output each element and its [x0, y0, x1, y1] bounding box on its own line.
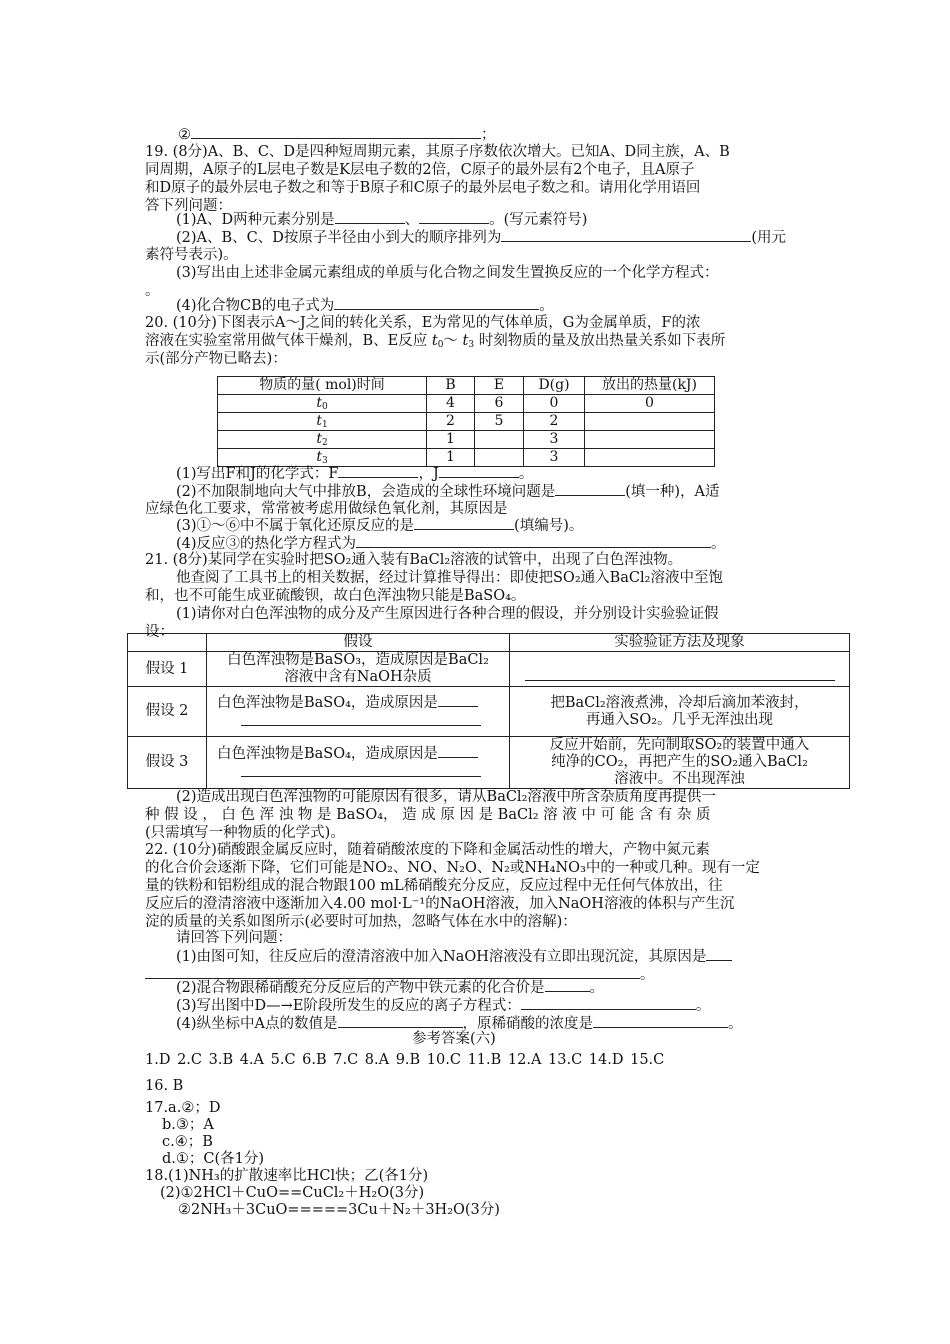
answer-blank[interactable]	[241, 763, 481, 777]
table-cell	[585, 431, 715, 449]
answer-blank[interactable]	[338, 1014, 463, 1028]
q19-line3: 和D原子的最外层电子数之和等于B原子和C原子的最外层电子数之和。请用化学用语回	[145, 180, 701, 196]
answer-18c: ②2NH₃＋3CuO=====3Cu＋N₂＋3H₂O(3分)	[178, 1202, 500, 1218]
q20-sub2: (2)不加限制地向大气中排放B，会造成的全球性环境问题是 (填一种)，A适	[176, 484, 720, 500]
q20-line2: 溶液在实验室常用做气体干燥剂，B、E反应 $t_0\sim$ $t_3$ 时刻物质的量及放出热量关系如下表所	[145, 333, 726, 350]
answer-blank[interactable]	[191, 125, 481, 139]
table-header: 物质的量( mol)时间	[218, 377, 427, 395]
table-cell-time: $t_3$	[218, 449, 427, 467]
hypothesis-text: 白色浑浊物是BaSO₃，造成原因是BaCl₂ 溶液中含有NaOH杂质	[207, 652, 510, 687]
answer-blank[interactable]	[525, 666, 835, 681]
table-cell: 2	[524, 413, 585, 431]
q19-part3-end: 。	[145, 283, 160, 299]
answer-17a: 17.a.②；D	[145, 1100, 221, 1116]
q21-line4: (1)请你对白色浑浊物的成分及产生原因进行各种合理的假设，并分别设计实验验证假	[176, 606, 719, 622]
table-cell: 3	[524, 431, 585, 449]
table-cell: 1	[427, 449, 475, 467]
hypothesis-label: 假设 2	[128, 687, 207, 737]
table-row	[218, 431, 715, 449]
q20-sub2-cont: 应绿色化工要求，常常被考虑用做绿色氧化剂，其原因是	[145, 501, 508, 517]
q21-line5: 设：	[145, 624, 174, 640]
q21-part2-line2: 种 假 设 ， 白 色 浑 浊 物 是 BaSO₄， 造 成 原 因 是 BaCl₂ 溶 液 中 可 能 含 有 杂 质	[145, 807, 711, 823]
verification-cell: 反应开始前，先向制取SO₂的装置中通入 纯净的CO₂，再把产生的SO₂通入BaCl₂ 溶液中。不出现浑浊	[510, 737, 850, 789]
table-cell	[585, 449, 715, 467]
q21-line1: 21. (8分)某同学在实验时把SO₂通入装有BaCl₂溶液的试管中，出现了白色浑浊物。	[145, 552, 683, 568]
table-cell-time: $t_2$	[218, 431, 427, 449]
answer-blank[interactable]	[145, 965, 640, 979]
q20-line3: 示(部分产物已略去)：	[145, 351, 287, 367]
q22-line4: 反应后的澄清溶液中逐渐加入4.00 mol·L⁻¹的NaOH溶液，加入NaOH溶液的体积与产生沉	[145, 896, 735, 912]
answer-blank[interactable]	[545, 978, 590, 992]
table-header: D(g)	[524, 377, 585, 395]
q22-sub1-cont: 。	[145, 965, 655, 984]
q18-tail: ② ；	[178, 127, 496, 143]
table-header: 放出的热量(kJ)	[585, 377, 715, 395]
table-cell: 0	[585, 395, 715, 413]
answer-blank[interactable]	[439, 464, 519, 478]
answer-blank[interactable]	[438, 744, 478, 758]
hypothesis-label: 假设 3	[128, 737, 207, 789]
q19-part2-cont: 素符号表示)。	[145, 247, 238, 263]
table-header-row	[218, 377, 715, 395]
table-cell	[585, 413, 715, 431]
table-cell: 3	[524, 449, 585, 467]
answer-blank[interactable]	[414, 516, 514, 530]
hypothesis-text: 白色浑浊物是BaSO₄，造成原因是	[207, 687, 510, 737]
q22-sub2: (2)混合物跟稀硝酸充分反应后的产物中铁元素的化合价是 。	[176, 980, 605, 996]
table-row	[128, 737, 850, 789]
q20-sub3: (3)①～⑥中不属于氧化还原反应的是 (填编号)。	[176, 518, 584, 534]
q22-line1: 22. (10分)硝酸跟金属反应时，随着硝酸浓度的下降和金属活动性的增大，产物中氮元素	[145, 842, 710, 858]
answer-blank[interactable]	[338, 464, 418, 478]
table-header: 实验验证方法及现象	[510, 634, 850, 652]
answer-blank[interactable]	[241, 712, 481, 726]
table-header: E	[475, 377, 524, 395]
table-row	[218, 395, 715, 413]
q19-line1: 19. (8分)A、B、C、D是四种短周期元素，其原子序数依次增大。已知A、D同主族，A、B	[145, 144, 730, 160]
q19-line4: 答下列问题：	[145, 198, 232, 214]
q22-line6: 请回答下列问题：	[176, 930, 292, 946]
answer-17b: b.③；A	[162, 1117, 214, 1133]
table-cell-time: $t_0$	[218, 395, 427, 413]
table-row	[128, 652, 850, 687]
q22-sub4: (4)纵坐标中A点的数值是 ，原稀硝酸的浓度是 。	[176, 1016, 743, 1032]
q19-part2: (2)A、B、C、D按原子半径由小到大的顺序排列为 (用元	[176, 230, 787, 246]
q22-line5: 淀的质量的关系如图所示(必要时可加热，忽略气体在水中的溶解)：	[145, 914, 577, 930]
q21-line2: 他查阅了工具书上的相关数据，经过计算推导得出：即使把SO₂通入BaCl₂溶液中至饱	[176, 570, 723, 586]
answer-blank[interactable]	[334, 296, 539, 310]
q20-sub4: (4)反应③的热化学方程式为 。	[176, 536, 726, 552]
q21-part2-line3: (只需填写一种物质的化学式)。	[145, 825, 345, 841]
answers-row1: 1.D 2.C 3.B 4.A 5.C 6.B 7.C 8.A 9.B 10.C 11.B 12.A 13.C 14.D 15.C	[145, 1052, 665, 1068]
table-cell: 1	[427, 431, 475, 449]
answer-18b: (2)①2HCl＋CuO==CuCl₂＋H₂O(3分)	[160, 1185, 425, 1201]
q19-part1: (1)A、D两种元素分别是 、 。(写元素符号)	[176, 212, 588, 228]
answer-blank[interactable]	[438, 693, 478, 707]
table-header: 假设	[207, 634, 510, 652]
answer-17d: d.①；C(各1分)	[162, 1151, 265, 1167]
verification-cell	[510, 652, 850, 687]
answer-blank[interactable]	[335, 210, 405, 224]
q21-part2: (2)造成出现白色浑浊物的可能原因有很多，请从BaCl₂溶液中所含杂质角度再提供一	[176, 789, 716, 805]
answer-blank[interactable]	[706, 947, 732, 961]
table-cell: 5	[475, 413, 524, 431]
answer-blank[interactable]	[521, 996, 696, 1010]
answer-blank[interactable]	[356, 534, 711, 548]
verification-cell: 把BaCl₂溶液煮沸，冷却后滴加苯液封， 再通入SO₂。几乎无浑浊出现	[510, 687, 850, 737]
q21-line3: 和，也不可能生成亚硫酸钡，故白色浑浊物只能是BaSO₄。	[145, 588, 526, 604]
answer-blank[interactable]	[501, 228, 751, 242]
q20-sub1: (1)写出F和J的化学式：F ，J 。	[176, 466, 534, 482]
table-cell: 2	[427, 413, 475, 431]
table-header-row	[128, 634, 850, 652]
q19-part3: (3)写出由上述非金属元素组成的单质与化合物之间发生置换反应的一个化学方程式：	[176, 265, 719, 281]
table-cell: 4	[427, 395, 475, 413]
table-cell: 6	[475, 395, 524, 413]
answers-row2: 16. B	[145, 1078, 184, 1094]
q20-table	[217, 376, 715, 467]
answers-title: 参考答案(六)	[412, 1031, 496, 1047]
q22-sub1: (1)由图可知，往反应后的澄清溶液中加入NaOH溶液没有立即出现沉淀，其原因是	[176, 947, 732, 966]
q22-line2: 的化合价会逐渐下降，它们可能是NO₂、NO、N₂O、N₂或NH₄NO₃中的一种或几种。现有一定	[145, 860, 760, 876]
table-cell: 0	[524, 395, 585, 413]
table-row	[128, 687, 850, 737]
q19-part4: (4)化合物CB的电子式为 。	[176, 298, 554, 314]
hypothesis-label: 假设 1	[128, 652, 207, 687]
answer-blank[interactable]	[593, 1014, 728, 1028]
answer-18a: 18.(1)NH₃的扩散速率比HCl快；乙(各1分)	[145, 1168, 429, 1184]
q22-line3: 量的铁粉和铝粉组成的混合物跟100 mL稀硝酸充分反应，反应过程中无任何气体放出，往	[145, 878, 723, 894]
table-row	[218, 413, 715, 431]
q20-line1: 20. (10分)下图表示A～J之间的转化关系，E为常见的气体单质，G为金属单质，F的浓	[145, 315, 701, 331]
q19-line2: 同周期，A原子的L层电子数是K层电子数的2倍，C原子的最外层有2个电子，且A原子	[145, 162, 695, 178]
table-cell	[475, 431, 524, 449]
q21-table	[127, 633, 850, 789]
q22-sub3: (3)写出图中D—→E阶段所发生的反应的离子方程式： 。	[176, 998, 711, 1014]
answer-blank[interactable]	[419, 210, 489, 224]
table-cell-time: $t_1$	[218, 413, 427, 431]
answer-17c: c.④；B	[162, 1134, 213, 1150]
hypothesis-text: 白色浑浊物是BaSO₄，造成原因是	[207, 737, 510, 789]
table-header-empty	[128, 634, 207, 652]
answer-blank[interactable]	[555, 482, 625, 496]
table-header: B	[427, 377, 475, 395]
